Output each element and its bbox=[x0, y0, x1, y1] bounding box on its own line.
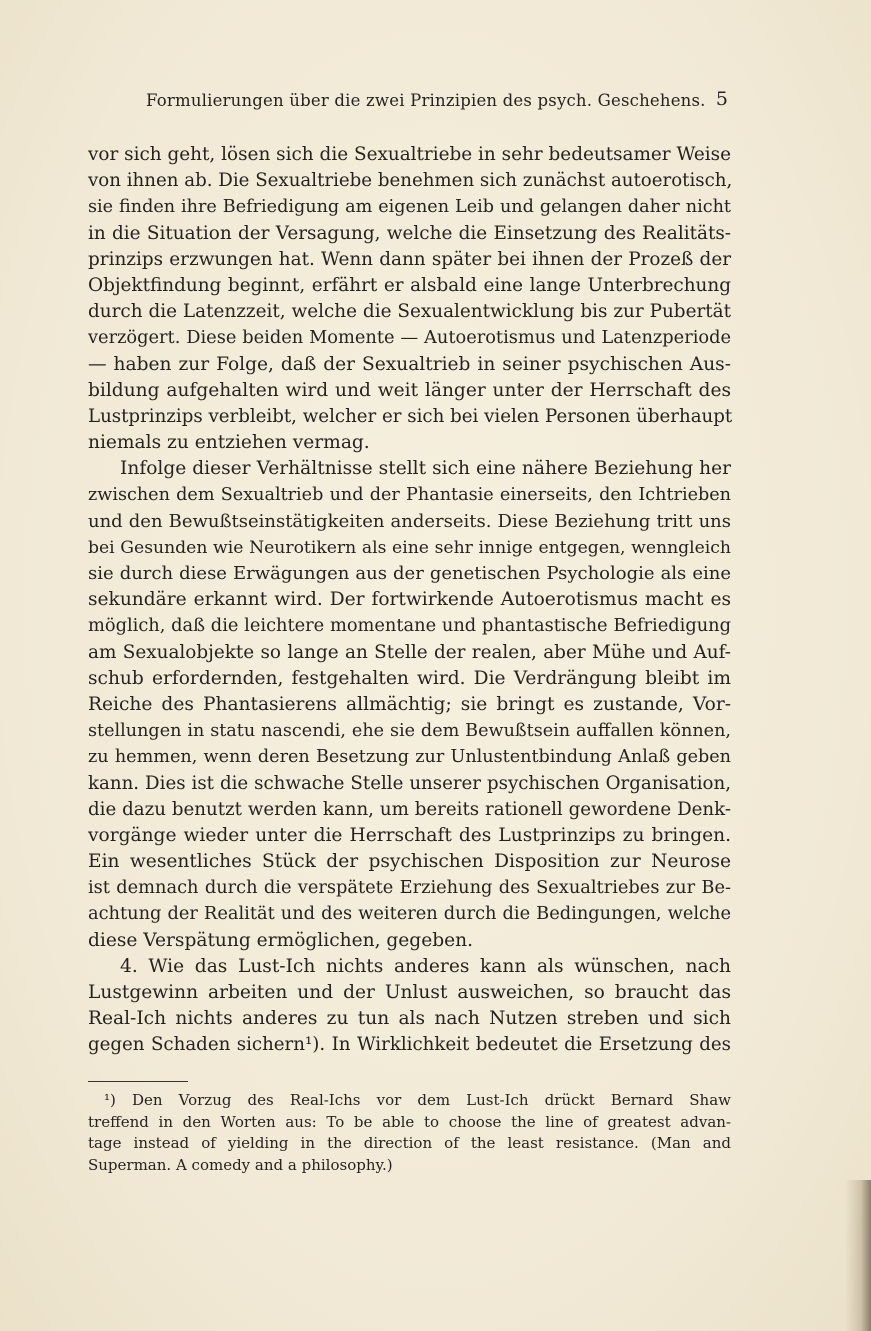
page-number: 5 bbox=[715, 88, 728, 110]
text-line: ist demnach durch die verspätete Erziehung des Sexualtriebes zur Be- bbox=[88, 877, 731, 899]
footnote-divider bbox=[88, 1081, 188, 1082]
main-text bbox=[88, 142, 731, 1059]
footnote-line: tage instead of yielding in the direction of the least resistance. (Man and bbox=[88, 1134, 731, 1153]
running-title: Formulierungen über die zwei Prinzipien des psych. Geschehens. bbox=[146, 91, 706, 110]
text-line: sie finden ihre Befriedigung am eigenen Leib und gelangen daher nicht bbox=[88, 197, 731, 218]
text-line: — haben zur Folge, daß der Sexualtrieb in seiner psychischen Aus- bbox=[88, 353, 731, 375]
text-line: Ein wesentliches Stück der psychischen Disposition zur Neurose bbox=[88, 851, 731, 873]
text-line: Lustprinzips verbleibt, welcher er sich bei vielen Personen überhaupt bbox=[88, 405, 733, 427]
text-line: stellungen in statu nascendi, ehe sie dem Bewußtsein auffallen können, bbox=[88, 721, 731, 742]
paragraph-start-line: 4. Wie das Lust-Ich nichts anderes kann als wünschen, nach bbox=[120, 955, 731, 977]
text-line: gegen Schaden sichern¹). In Wirklichkeit bedeutet die Ersetzung des bbox=[88, 1034, 731, 1056]
footnote-line: Superman. A comedy and a philosophy.) bbox=[88, 1155, 393, 1174]
text-line: schub erfordernden, festgehalten wird. Die Verdrängung bleibt im bbox=[88, 667, 731, 689]
text-line: bildung aufgehalten wird und weit länger unter der Herrschaft des bbox=[88, 379, 731, 401]
text-line: in die Situation der Versagung, welche die Einsetzung des Realitäts- bbox=[88, 222, 731, 244]
book-spine-edge bbox=[845, 1180, 871, 1331]
text-line: möglich, daß die leichtere momentane und phantastische Befriedigung bbox=[88, 615, 731, 637]
text-line: die dazu benutzt werden kann, um bereits rationell gewordene Denk- bbox=[88, 798, 731, 820]
footnote bbox=[88, 1090, 731, 1176]
paragraph-start-line: Infolge dieser Verhältnisse stellt sich eine nähere Beziehung her bbox=[120, 458, 731, 480]
text-line: niemals zu entziehen vermag. bbox=[88, 432, 370, 454]
page-header bbox=[88, 88, 732, 116]
text-line: Reiche des Phantasierens allmächtig; sie bringt es zustande, Vor- bbox=[88, 693, 731, 715]
text-line: zu hemmen, wenn deren Besetzung zur Unlustentbindung Anlaß geben bbox=[88, 747, 731, 768]
text-line: vor sich geht, lösen sich die Sexualtriebe in sehr bedeutsamer Weise bbox=[88, 144, 731, 165]
text-line: durch die Latenzzeit, welche die Sexualentwicklung bis zur Pubertät bbox=[88, 301, 731, 323]
text-line: prinzips erzwungen hat. Wenn dann später bei ihnen der Prozeß der bbox=[88, 248, 731, 270]
text-line: am Sexualobjekte so lange an Stelle der realen, aber Mühe und Auf- bbox=[88, 641, 731, 663]
text-line: sie durch diese Erwägungen aus der genetischen Psychologie als eine bbox=[88, 563, 731, 584]
text-line: von ihnen ab. Die Sexualtriebe benehmen sich zunächst autoerotisch, bbox=[88, 170, 733, 192]
text-line: sekundäre erkannt wird. Der fortwirkende Autoerotismus macht es bbox=[88, 589, 731, 611]
text-line: Real-Ich nichts anderes zu tun als nach Nutzen streben und sich bbox=[88, 1008, 731, 1030]
text-line: diese Verspätung ermöglichen, gegeben. bbox=[88, 929, 473, 951]
text-line: kann. Dies ist die schwache Stelle unserer psychischen Organisation, bbox=[88, 772, 731, 794]
text-line: achtung der Realität und des weiteren durch die Bedingungen, welche bbox=[88, 903, 731, 925]
text-line: vorgänge wieder unter die Herrschaft des Lustprinzips zu bringen. bbox=[88, 824, 731, 846]
text-line: Lustgewinn arbeiten und der Unlust ausweichen, so braucht das bbox=[88, 982, 731, 1003]
text-line: und den Bewußtseinstätigkeiten anderseits. Diese Beziehung tritt uns bbox=[88, 510, 731, 532]
text-line: verzögert. Diese beiden Momente — Autoerotismus und Latenzperiode bbox=[88, 327, 731, 349]
footnote-line: treffend in den Worten aus: To be able to choose the line of greatest advan- bbox=[88, 1112, 731, 1131]
text-line: zwischen dem Sexualtrieb und der Phantasie einerseits, den Ichtrieben bbox=[88, 485, 731, 506]
footnote-line: ¹) Den Vorzug des Real-Ichs vor dem Lust-Ich drückt Bernard Shaw bbox=[104, 1091, 731, 1109]
text-line: bei Gesunden wie Neurotikern als eine sehr innige entgegen, wenngleich bbox=[88, 537, 731, 558]
text-line: Objektfindung beginnt, erfährt er alsbald eine lange Unterbrechung bbox=[88, 274, 731, 296]
